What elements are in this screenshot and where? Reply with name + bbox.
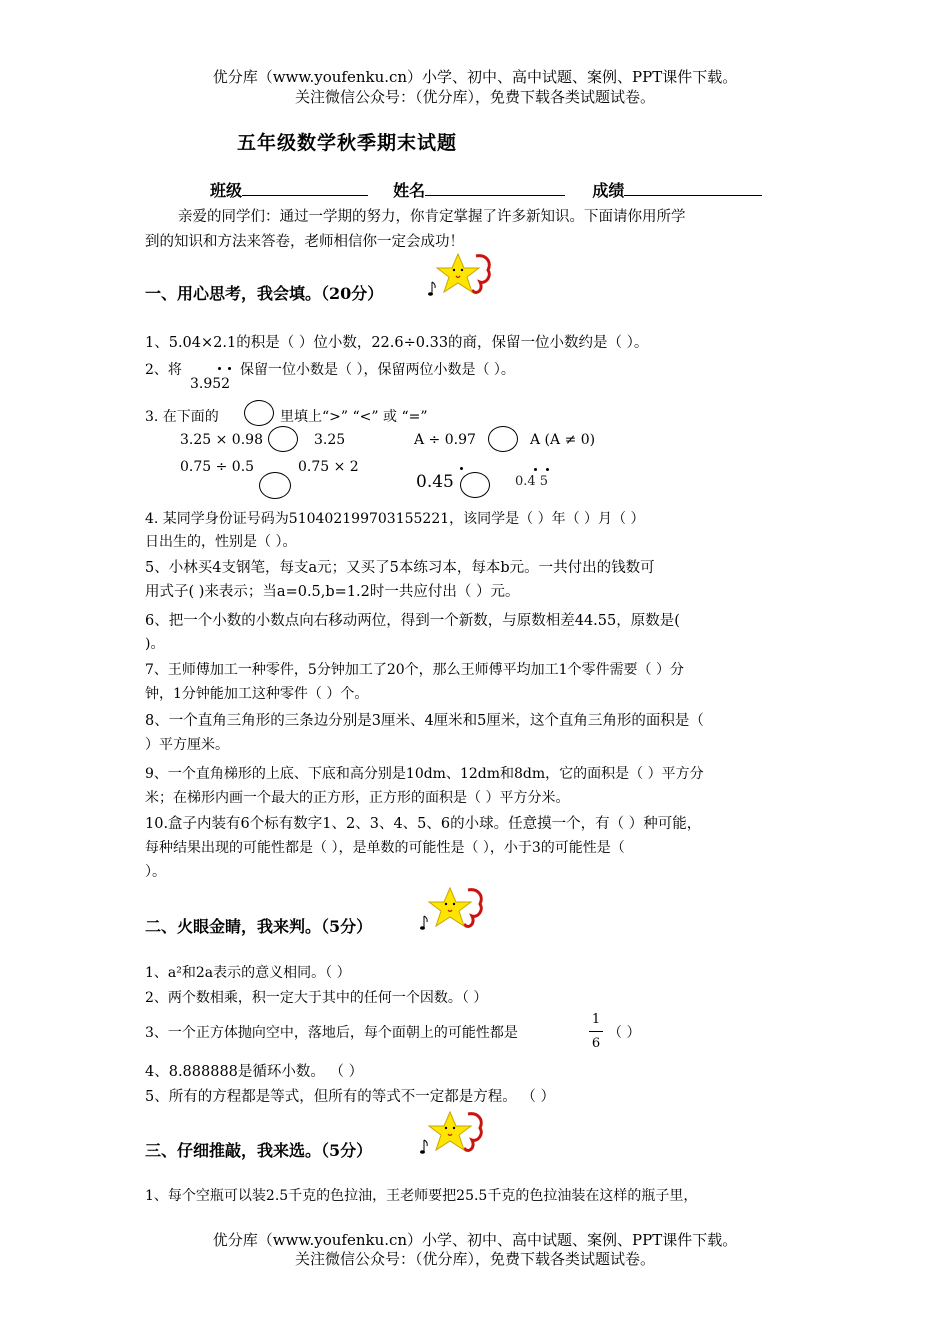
repeat-dot (546, 468, 549, 471)
score-field[interactable] (624, 179, 762, 196)
name-label: 姓名 (393, 181, 426, 200)
compare-circle[interactable] (460, 472, 490, 498)
s2-q5: 5、所有的方程都是等式，但所有的等式不一定都是方程。 （ ） (145, 1089, 555, 1105)
section2-heading: 二、火眼金睛，我来判。（5分） (145, 917, 373, 936)
s1-q3-r1-c: A ÷ 0.97 (414, 432, 476, 448)
s1-q9-b: 米；在梯形内画一个最大的正方形，正方形的面积是（ ）平方分米。 (145, 790, 570, 806)
s1-q5-a: 5、小林买4支钢笔，每支a元；又买了5本练习本，每本b元。一共付出的钱数可 (145, 560, 655, 576)
s1-q4-b: 日出生的，性别是（ ）。 (145, 534, 297, 550)
s2-q3-end: （ ） (608, 1025, 641, 1041)
s1-q1: 1、5.04×2.1的积是（ ）位小数，22.6÷0.33的商，保留一位小数约是（ ）。 (145, 335, 649, 351)
repeat-dot (218, 367, 221, 370)
s1-q8-b: ）平方厘米。 (145, 737, 229, 753)
star-decoration-icon (418, 884, 488, 936)
s1-q3-a: 3. 在下面的 (145, 409, 219, 425)
s1-q6-a: 6、把一个小数的小数点向右移动两位，得到一个新数，与原数相差44.55，原数是( (145, 613, 680, 629)
section3-heading: 三、仔细推敲，我来选。（5分） (145, 1141, 373, 1160)
score-label: 成绩 (592, 181, 625, 200)
info-line (210, 178, 762, 201)
s1-q9-a: 9、一个直角梯形的上底、下底和高分别是10dm、12dm和8dm，它的面积是（ ）平方分 (145, 766, 704, 782)
repeat-dot (460, 467, 463, 470)
s1-q3-r2-a: 0.75 ÷ 0.5 (180, 459, 255, 475)
s1-q3-r1-a: 3.25 × 0.98 (180, 432, 263, 448)
section1-heading: 一、用心思考，我会填。（20分） (145, 284, 384, 303)
footer-line-1: 优分库（www.youfenku.cn）小学、初中、高中试题、案例、PPT课件下载。 (212, 1231, 738, 1249)
s1-q3-r2-b: 0.75 × 2 (298, 459, 359, 475)
s1-q5-b: 用式子( )来表示；当a=0.5,b=1.2时一共应付出（ ）元。 (145, 584, 520, 600)
header-line-1: 优分库（www.youfenku.cn）小学、初中、高中试题、案例、PPT课件下载。 (212, 68, 738, 86)
fraction-numerator: 1 (591, 1012, 601, 1027)
s1-q10-c: ）。 (145, 864, 166, 880)
class-label: 班级 (210, 181, 243, 200)
s1-q2-number: 3.952 (190, 376, 231, 392)
compare-circle[interactable] (259, 472, 291, 499)
s1-q3-r1-d: A (A ≠ 0) (530, 432, 596, 448)
compare-circle[interactable] (268, 426, 298, 452)
s1-q3-r2-d: 0.4 5 (515, 474, 549, 489)
name-field[interactable] (425, 179, 565, 196)
footer-line-2: 关注微信公众号：（优分库），免费下载各类试题试卷。 (294, 1250, 655, 1268)
s2-q3: 3、一个正方体抛向空中，落地后，每个面朝上的可能性都是 (145, 1025, 518, 1041)
s2-q4: 4、8.888888是循环小数。 （ ） (145, 1064, 364, 1080)
page-title: 五年级数学秋季期末试题 (237, 132, 458, 154)
s1-q7-b: 钟，1分钟能加工这种零件（ ）个。 (145, 686, 369, 702)
repeat-dot (534, 468, 537, 471)
compare-circle[interactable] (488, 426, 518, 452)
s1-q10-b: 每种结果出现的可能性都是（ ），是单数的可能性是（ ），小于3的可能性是（ (145, 840, 625, 856)
class-field[interactable] (242, 179, 368, 196)
s1-q6-b: )。 (145, 636, 165, 652)
s1-q3-r1-b: 3.25 (314, 432, 346, 448)
fraction-denominator: 6 (591, 1036, 601, 1051)
s1-q8-a: 8、一个直角三角形的三条边分别是3厘米、4厘米和5厘米，这个直角三角形的面积是（ (145, 713, 704, 729)
s1-q2-a: 2、将 (145, 362, 182, 378)
star-decoration-icon (418, 1108, 488, 1160)
s2-q2: 2、两个数相乘，积一定大于其中的任何一个因数。（ ） (145, 990, 488, 1006)
s1-q10-a: 10.盒子内装有6个标有数字1、2、3、4、5、6的小球。任意摸一个，有（ ）种可能， (145, 816, 702, 832)
intro-line-2: 到的知识和方法来答卷，老师相信你一定会成功！ (145, 234, 464, 250)
header-line-2: 关注微信公众号：（优分库），免费下载各类试题试卷。 (294, 88, 655, 106)
compare-circle[interactable] (244, 400, 274, 426)
star-decoration-icon (426, 250, 496, 302)
s2-q1: 1、a²和2a表示的意义相同。（ ） (145, 965, 351, 981)
s1-q3-b: 里填上“>” “<” 或 “=” (280, 409, 428, 425)
s3-q1: 1、每个空瓶可以装2.5千克的色拉油，王老师要把25.5千克的色拉油装在这样的瓶子里， (145, 1188, 698, 1204)
s1-q4-a: 4. 某同学身份证号码为510402199703155221，该同学是（ ）年（ ）月（ ） (145, 511, 645, 527)
s1-q3-r2-c: 0.45 (416, 472, 454, 492)
repeat-dot (228, 367, 231, 370)
s1-q7-a: 7、王师傅加工一种零件，5分钟加工了20个，那么王师傅平均加工1个零件需要（ ）分 (145, 662, 684, 678)
intro-line-1: 亲爱的同学们：通过一学期的努力，你肯定掌握了许多新知识。下面请你用所学 (178, 209, 686, 225)
s1-q2-b: 保留一位小数是（ ），保留两位小数是（ ）。 (240, 362, 515, 378)
fraction-bar (589, 1031, 603, 1032)
